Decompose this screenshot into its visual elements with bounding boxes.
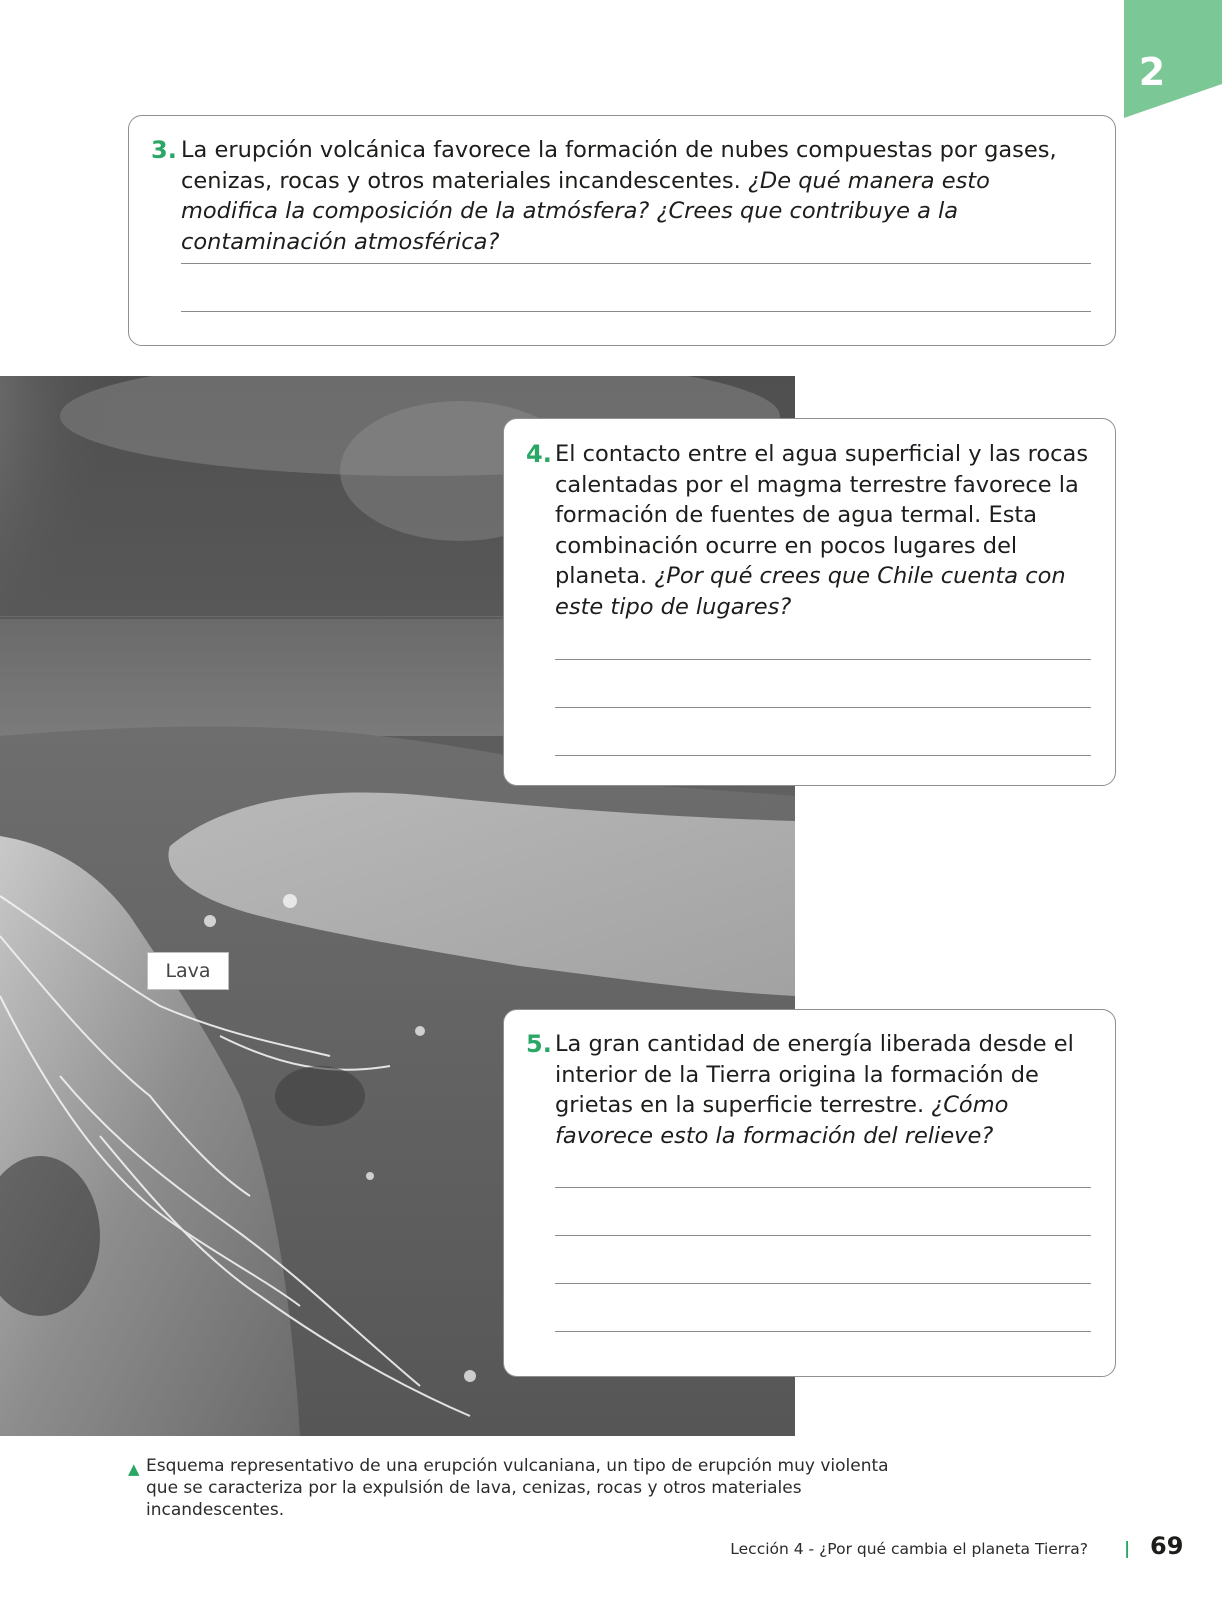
question-5-text [555, 1029, 1090, 1151]
lava-label: Lava [147, 952, 229, 990]
question-3-prompt: ¿De qué manera esto modifica la composición de la atmósfera? ¿Crees que contribuye a la contaminación atmosférica? [181, 167, 990, 255]
answer-line[interactable] [181, 263, 1091, 264]
question-5-statement: La gran cantidad de energía liberada desde el interior de la Tierra origina la formación de grietas en la superficie terrestre. [555, 1031, 1074, 1118]
question-3-text [181, 135, 1091, 257]
unit-number: 2 [1138, 50, 1166, 94]
answer-line[interactable] [555, 659, 1091, 660]
triangle-marker-icon: ▲ [128, 1460, 140, 1478]
footer-separator: | [1124, 1539, 1131, 1559]
question-4-number: 4. [526, 440, 552, 468]
question-4-prompt: ¿Por qué crees que Chile cuenta con este tipo de lugares? [555, 563, 1066, 620]
answer-line[interactable] [555, 707, 1091, 708]
question-5-number: 5. [526, 1030, 552, 1058]
question-4-text [555, 439, 1090, 622]
page-number: 69 [1150, 1532, 1184, 1560]
question-3-statement: La erupción volcánica favorece la formación de nubes compuestas por gases, cenizas, rocas y otros materiales incandescentes. [181, 137, 1057, 194]
question-5-prompt: ¿Cómo favorece esto la formación del relieve? [555, 1092, 1009, 1149]
answer-line[interactable] [555, 1235, 1091, 1236]
caption-text: Esquema representativo de una erupción vulcaniana, un tipo de erupción muy violenta que se caracteriza por la expulsión de lava, cenizas, rocas y otros materiales incandescentes. [146, 1456, 889, 1520]
answer-line[interactable] [555, 1283, 1091, 1284]
answer-line[interactable] [555, 1331, 1091, 1332]
answer-line[interactable] [181, 311, 1091, 312]
illustration-caption [128, 1455, 908, 1521]
answer-line[interactable] [555, 1187, 1091, 1188]
question-3-number: 3. [151, 136, 177, 164]
footer-lesson-title: Lección 4 - ¿Por qué cambia el planeta Tierra? [730, 1540, 1088, 1558]
question-4-statement: El contacto entre el agua superficial y las rocas calentadas por el magma terrestre favorece la formación de fuentes de agua termal. Esta combinación ocurre en pocos lugares del planeta. [555, 441, 1089, 589]
answer-line[interactable] [555, 755, 1091, 756]
